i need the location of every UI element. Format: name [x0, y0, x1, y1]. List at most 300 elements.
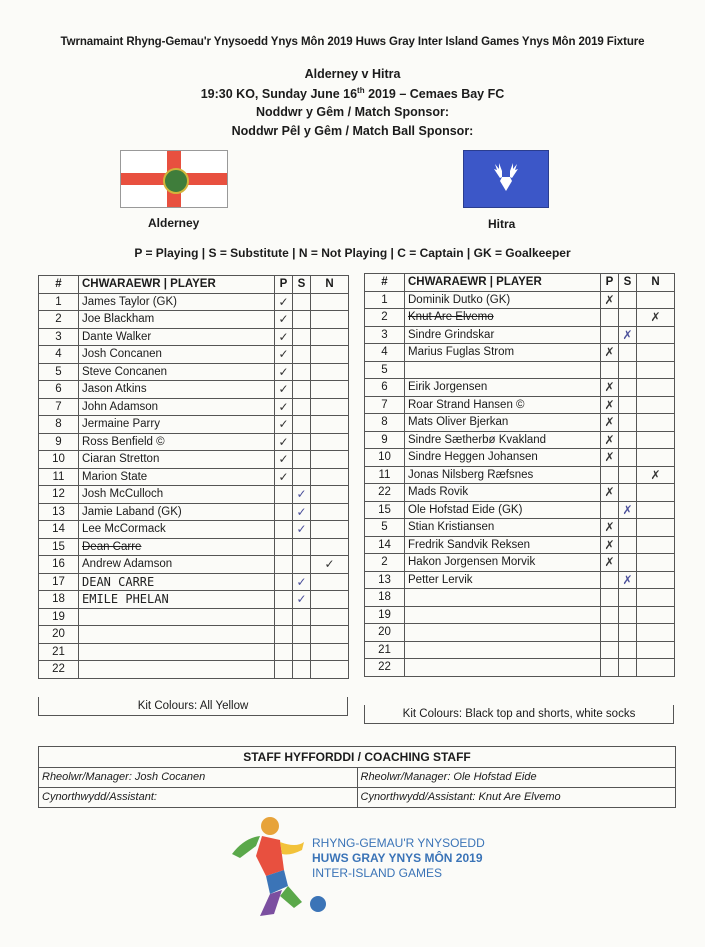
table-row	[39, 416, 349, 434]
col-p: P	[601, 274, 619, 292]
player-number: 13	[39, 503, 79, 521]
table-row	[365, 501, 675, 519]
away-team-name: Hitra	[488, 217, 516, 231]
playing-cell	[275, 643, 293, 661]
playing-cell	[275, 661, 293, 679]
playing-cell	[275, 573, 293, 591]
playing-cell	[601, 414, 619, 432]
substitute-cell	[293, 346, 311, 364]
table-row	[365, 361, 675, 379]
not-playing-cell	[311, 451, 349, 469]
staff-assistant-row	[39, 787, 675, 807]
playing-cell	[601, 659, 619, 677]
home-team-name: Alderney	[148, 216, 200, 230]
player-name: Jonas Nilsberg Ræfsnes	[405, 466, 601, 484]
substitute-cell	[619, 414, 637, 432]
substitute-cell	[619, 466, 637, 484]
substitute-cell	[619, 606, 637, 624]
playing-cell	[275, 556, 293, 574]
table-row	[365, 484, 675, 502]
player-number: 10	[365, 449, 405, 467]
hitra-flag	[463, 150, 549, 208]
col-player: CHWARAEWR | PLAYER	[405, 274, 601, 292]
table-row	[39, 591, 349, 609]
not-playing-cell	[311, 661, 349, 679]
substitute-cell	[293, 521, 311, 539]
not-playing-cell	[637, 624, 675, 642]
substitute-cell	[619, 361, 637, 379]
playing-cell	[601, 431, 619, 449]
player-number: 8	[365, 414, 405, 432]
playing-cell	[275, 486, 293, 504]
player-name	[405, 641, 601, 659]
not-playing-cell	[311, 416, 349, 434]
player-name: Andrew Adamson	[79, 556, 275, 574]
table-row	[365, 414, 675, 432]
logo-line-3: INTER-ISLAND GAMES	[312, 866, 443, 880]
substitute-cell	[293, 416, 311, 434]
playing-cell	[601, 291, 619, 309]
not-playing-cell	[637, 309, 675, 327]
player-name: John Adamson	[79, 398, 275, 416]
substitute-cell	[619, 326, 637, 344]
player-number: 2	[39, 311, 79, 329]
not-playing-cell	[637, 554, 675, 572]
not-playing-cell	[637, 414, 675, 432]
player-name: Josh Concanen	[79, 346, 275, 364]
kickoff-line	[0, 86, 705, 101]
player-number: 3	[365, 326, 405, 344]
player-number: 14	[39, 521, 79, 539]
player-name: Steve Concanen	[79, 363, 275, 381]
player-name: Eirik Jorgensen	[405, 379, 601, 397]
player-number: 5	[365, 519, 405, 537]
player-number: 18	[365, 589, 405, 607]
table-row	[39, 556, 349, 574]
table-row	[39, 503, 349, 521]
player-name	[405, 589, 601, 607]
kickoff-venue: 2019 – Cemaes Bay FC	[364, 87, 505, 102]
tick-mark-icon: ✓	[278, 364, 289, 379]
not-playing-cell	[311, 486, 349, 504]
tick-mark-icon: ✓	[324, 557, 335, 572]
playing-cell	[601, 379, 619, 397]
player-name: Roar Strand Hansen ©	[405, 396, 601, 414]
table-row	[365, 396, 675, 414]
alderney-crest-icon	[163, 168, 189, 194]
player-name: Josh McCulloch	[79, 486, 275, 504]
playing-cell	[275, 346, 293, 364]
player-number: 4	[365, 344, 405, 362]
away-assistant: Cynorthwydd/Assistant: Knut Are Elvemo	[357, 788, 676, 807]
table-row	[365, 291, 675, 309]
not-playing-cell	[311, 626, 349, 644]
substitute-cell	[293, 556, 311, 574]
match-title: Alderney v Hitra	[304, 67, 401, 81]
playing-cell	[601, 589, 619, 607]
not-playing-cell	[637, 536, 675, 554]
substitute-cell	[293, 328, 311, 346]
ball-sponsor: Noddwr Pêl y Gêm / Match Ball Sponsor:	[231, 124, 474, 138]
player-name: Mats Oliver Bjerkan	[405, 414, 601, 432]
substitute-cell	[619, 449, 637, 467]
home-kit-colours: Kit Colours: All Yellow	[38, 697, 348, 716]
player-number: 15	[365, 501, 405, 519]
table-row	[39, 311, 349, 329]
tournament-title: Twrnamaint Rhyng-Gemau'r Ynysoedd Ynys Môn 2019 Huws Gray Inter Island Games Ynys Môn 2019 Fixture	[60, 36, 645, 48]
table-row	[365, 589, 675, 607]
not-playing-cell	[311, 591, 349, 609]
not-playing-cell	[637, 501, 675, 519]
cross-mark-icon: ✗	[650, 467, 661, 482]
substitute-cell	[619, 431, 637, 449]
playing-cell	[601, 466, 619, 484]
player-number: 7	[365, 396, 405, 414]
substitute-cell	[619, 624, 637, 642]
player-number: 5	[39, 363, 79, 381]
playing-cell	[275, 433, 293, 451]
player-name	[405, 361, 601, 379]
table-row	[39, 328, 349, 346]
staff-manager-row	[39, 768, 675, 787]
not-playing-cell	[637, 379, 675, 397]
substitute-cell	[619, 659, 637, 677]
player-number: 15	[39, 538, 79, 556]
substitute-cell	[293, 503, 311, 521]
table-row	[39, 538, 349, 556]
playing-cell	[601, 641, 619, 659]
not-playing-cell	[311, 381, 349, 399]
player-name: Marius Fuglas Strom	[405, 344, 601, 362]
table-row	[39, 468, 349, 486]
player-name	[405, 606, 601, 624]
player-name: James Taylor (GK)	[79, 293, 275, 311]
player-number: 21	[365, 641, 405, 659]
playing-cell	[601, 449, 619, 467]
not-playing-cell	[311, 573, 349, 591]
substitute-cell	[619, 519, 637, 537]
not-playing-cell	[311, 398, 349, 416]
playing-cell	[275, 293, 293, 311]
tick-mark-icon: ✓	[296, 487, 307, 502]
substitute-cell	[293, 643, 311, 661]
not-playing-cell	[311, 293, 349, 311]
col-s: S	[619, 274, 637, 292]
cross-mark-icon: ✗	[604, 555, 615, 570]
player-name: Stian Kristiansen	[405, 519, 601, 537]
cross-mark-icon: ✗	[622, 572, 633, 587]
player-number: 21	[39, 643, 79, 661]
table-row	[365, 466, 675, 484]
substitute-cell	[293, 433, 311, 451]
player-name	[405, 659, 601, 677]
not-playing-cell	[311, 608, 349, 626]
player-number: 19	[39, 608, 79, 626]
col-player: CHWARAEWR | PLAYER	[79, 276, 275, 294]
home-roster-table	[38, 275, 349, 679]
not-playing-cell	[311, 363, 349, 381]
substitute-cell	[293, 608, 311, 626]
tick-mark-icon: ✓	[278, 417, 289, 432]
player-number: 17	[39, 573, 79, 591]
table-row	[365, 624, 675, 642]
player-number: 2	[365, 554, 405, 572]
table-row	[39, 398, 349, 416]
not-playing-cell	[311, 346, 349, 364]
home-manager: Rheolwr/Manager: Josh Cocanen	[42, 771, 206, 783]
not-playing-cell	[311, 433, 349, 451]
substitute-cell	[619, 309, 637, 327]
player-number: 22	[365, 659, 405, 677]
playing-cell	[601, 554, 619, 572]
not-playing-cell	[637, 466, 675, 484]
home-roster-header	[39, 276, 349, 294]
playing-cell	[275, 468, 293, 486]
home-assistant: Cynorthwydd/Assistant:	[42, 791, 157, 803]
table-row	[365, 326, 675, 344]
col-s: S	[293, 276, 311, 294]
playing-cell	[275, 381, 293, 399]
table-row	[39, 661, 349, 679]
not-playing-cell	[311, 521, 349, 539]
player-number: 4	[39, 346, 79, 364]
player-name: DEAN CARRE	[79, 573, 275, 591]
cross-mark-icon: ✗	[604, 292, 615, 307]
alderney-flag	[120, 150, 228, 208]
player-number: 12	[39, 486, 79, 504]
substitute-cell	[293, 486, 311, 504]
tick-mark-icon: ✓	[278, 382, 289, 397]
not-playing-cell	[637, 326, 675, 344]
kickoff-date: 19:30 KO, Sunday June 16	[200, 87, 358, 102]
playing-cell	[275, 591, 293, 609]
player-number: 14	[365, 536, 405, 554]
away-manager: Rheolwr/Manager: Ole Hofstad Eide	[357, 768, 676, 787]
tick-mark-icon: ✓	[296, 504, 307, 519]
player-number: 20	[365, 624, 405, 642]
table-row	[365, 606, 675, 624]
table-row	[365, 449, 675, 467]
table-row	[39, 381, 349, 399]
table-row	[39, 346, 349, 364]
substitute-cell	[293, 311, 311, 329]
player-name: Sindre Heggen Johansen	[405, 449, 601, 467]
table-row	[365, 379, 675, 397]
player-name	[79, 626, 275, 644]
cross-mark-icon: ✗	[604, 345, 615, 360]
player-number: 8	[39, 416, 79, 434]
table-row	[39, 486, 349, 504]
cross-mark-icon: ✗	[604, 380, 615, 395]
not-playing-cell	[311, 328, 349, 346]
player-name: Jason Atkins	[79, 381, 275, 399]
tick-mark-icon: ✓	[278, 347, 289, 362]
not-playing-cell	[637, 519, 675, 537]
playing-cell	[601, 361, 619, 379]
substitute-cell	[293, 538, 311, 556]
player-name: Knut Are Elvemo	[405, 309, 601, 327]
playing-cell	[275, 363, 293, 381]
away-roster-header	[365, 274, 675, 292]
tick-mark-icon: ✓	[296, 574, 307, 589]
not-playing-cell	[311, 503, 349, 521]
player-name: Hakon Jorgensen Morvik	[405, 554, 601, 572]
substitute-cell	[293, 591, 311, 609]
player-number: 6	[39, 381, 79, 399]
playing-cell	[601, 606, 619, 624]
not-playing-cell	[311, 468, 349, 486]
stag-head-icon	[464, 151, 548, 207]
tick-mark-icon: ✓	[278, 452, 289, 467]
logo-line-2: HUWS GRAY YNYS MÔN 2019	[312, 851, 483, 865]
table-row	[39, 451, 349, 469]
substitute-cell	[619, 344, 637, 362]
not-playing-cell	[637, 449, 675, 467]
player-name	[79, 661, 275, 679]
player-name: Ciaran Stretton	[79, 451, 275, 469]
substitute-cell	[619, 536, 637, 554]
player-name: Dean Carre	[79, 538, 275, 556]
substitute-cell	[293, 363, 311, 381]
playing-cell	[275, 328, 293, 346]
substitute-cell	[293, 661, 311, 679]
substitute-cell	[293, 468, 311, 486]
substitute-cell	[293, 293, 311, 311]
player-number: 13	[365, 571, 405, 589]
player-number: 11	[39, 468, 79, 486]
playing-cell	[275, 416, 293, 434]
not-playing-cell	[637, 484, 675, 502]
cross-mark-icon: ✗	[604, 520, 615, 535]
playing-cell	[275, 311, 293, 329]
cross-mark-icon: ✗	[622, 502, 633, 517]
playing-cell	[601, 309, 619, 327]
player-number: 22	[365, 484, 405, 502]
col-p: P	[275, 276, 293, 294]
substitute-cell	[293, 381, 311, 399]
player-name: Sindre Sætherbø Kvakland	[405, 431, 601, 449]
cross-mark-icon: ✗	[604, 537, 615, 552]
not-playing-cell	[311, 643, 349, 661]
player-number: 10	[39, 451, 79, 469]
player-number: 3	[39, 328, 79, 346]
cross-mark-icon: ✗	[604, 450, 615, 465]
substitute-cell	[293, 398, 311, 416]
cross-mark-icon: ✗	[622, 327, 633, 342]
player-number: 1	[39, 293, 79, 311]
player-name: Fredrik Sandvik Reksen	[405, 536, 601, 554]
player-number: 16	[39, 556, 79, 574]
playing-cell	[601, 519, 619, 537]
not-playing-cell	[637, 344, 675, 362]
cross-mark-icon: ✗	[604, 485, 615, 500]
col-num: #	[39, 276, 79, 294]
substitute-cell	[293, 451, 311, 469]
table-row	[39, 608, 349, 626]
col-num: #	[365, 274, 405, 292]
not-playing-cell	[637, 659, 675, 677]
player-name: Jamie Laband (GK)	[79, 503, 275, 521]
table-row	[365, 571, 675, 589]
coaching-staff-box	[38, 746, 676, 808]
player-name: Petter Lervik	[405, 571, 601, 589]
playing-cell	[601, 326, 619, 344]
not-playing-cell	[311, 538, 349, 556]
player-name: EMILE PHELAN	[79, 591, 275, 609]
player-name: Joe Blackham	[79, 311, 275, 329]
tick-mark-icon: ✓	[278, 294, 289, 309]
substitute-cell	[619, 571, 637, 589]
player-number: 20	[39, 626, 79, 644]
player-number: 19	[365, 606, 405, 624]
player-name: Dante Walker	[79, 328, 275, 346]
player-name	[79, 643, 275, 661]
player-number: 5	[365, 361, 405, 379]
table-row	[39, 573, 349, 591]
cross-mark-icon: ✗	[650, 310, 661, 325]
substitute-cell	[619, 291, 637, 309]
table-row	[39, 643, 349, 661]
playing-cell	[601, 624, 619, 642]
player-number: 1	[365, 291, 405, 309]
player-number: 11	[365, 466, 405, 484]
not-playing-cell	[637, 431, 675, 449]
legend: P = Playing | S = Substitute | N = Not Playing | C = Captain | GK = Goalkeeper	[134, 246, 571, 260]
tick-mark-icon: ✓	[278, 469, 289, 484]
table-row	[365, 344, 675, 362]
table-row	[365, 641, 675, 659]
substitute-cell	[619, 501, 637, 519]
playing-cell	[601, 344, 619, 362]
table-row	[365, 519, 675, 537]
col-n: N	[311, 276, 349, 294]
logo-line-1: RHYNG-GEMAU'R YNYSOEDD	[312, 836, 485, 850]
player-name: Ross Benfield ©	[79, 433, 275, 451]
not-playing-cell	[311, 556, 349, 574]
not-playing-cell	[637, 396, 675, 414]
substitute-cell	[619, 396, 637, 414]
cross-mark-icon: ✗	[604, 415, 615, 430]
away-roster-table	[364, 273, 675, 677]
not-playing-cell	[637, 291, 675, 309]
kickoff-date-suffix: th	[357, 86, 365, 95]
tick-mark-icon: ✓	[296, 522, 307, 537]
player-name: Sindre Grindskar	[405, 326, 601, 344]
table-row	[39, 293, 349, 311]
playing-cell	[275, 626, 293, 644]
staff-title: STAFF HYFFORDDI / COACHING STAFF	[39, 747, 675, 768]
cross-mark-icon: ✗	[604, 432, 615, 447]
player-number: 6	[365, 379, 405, 397]
match-sponsor: Noddwr y Gêm / Match Sponsor:	[255, 105, 450, 119]
playing-cell	[601, 571, 619, 589]
playing-cell	[601, 536, 619, 554]
playing-cell	[601, 501, 619, 519]
player-name: Ole Hofstad Eide (GK)	[405, 501, 601, 519]
player-name	[405, 624, 601, 642]
player-number: 22	[39, 661, 79, 679]
tick-mark-icon: ✓	[278, 312, 289, 327]
playing-cell	[275, 521, 293, 539]
player-name: Lee McCormack	[79, 521, 275, 539]
table-row	[39, 626, 349, 644]
player-name: Mads Rovik	[405, 484, 601, 502]
substitute-cell	[619, 641, 637, 659]
cross-mark-icon: ✗	[604, 397, 615, 412]
table-row	[365, 536, 675, 554]
substitute-cell	[293, 573, 311, 591]
player-name: Dominik Dutko (GK)	[405, 291, 601, 309]
